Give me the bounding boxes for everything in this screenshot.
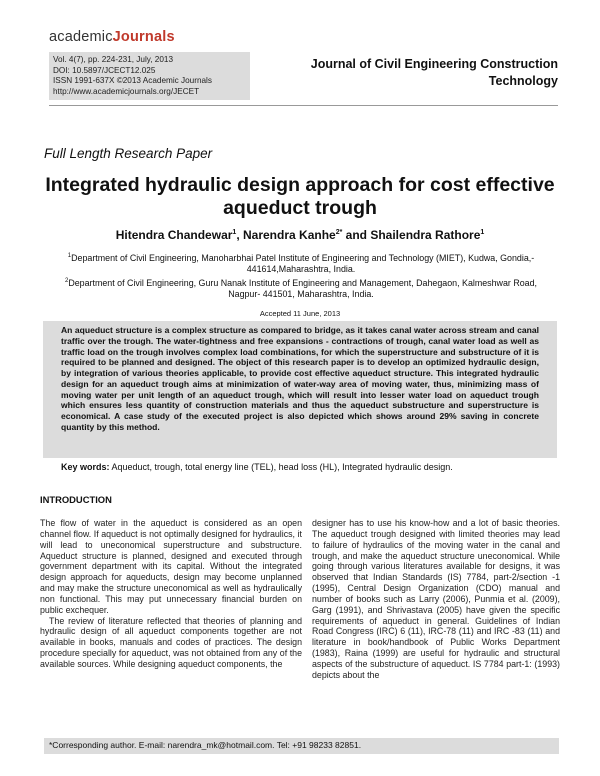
paper-title <box>40 174 560 220</box>
author-separator: and <box>342 228 371 242</box>
affiliation-1 <box>40 251 562 276</box>
meta-issn: ISSN 1991-637X ©2013 Academic Journals <box>53 76 212 86</box>
author-separator: , <box>236 228 243 242</box>
keywords <box>61 462 453 472</box>
body-column-left <box>40 518 302 670</box>
title-line2: aqueduct trough <box>223 197 377 219</box>
publication-metadata <box>49 52 250 100</box>
accepted-date: Accepted 11 June, 2013 <box>259 309 341 318</box>
affil-mark: 1 <box>67 253 72 259</box>
author-name: Narendra Kanhe <box>243 228 336 242</box>
author-affil-mark: 2* <box>335 229 343 236</box>
journal-name <box>268 56 558 90</box>
corresponding-author-footnote: *Corresponding author. E-mail: narendra_mk@hotmail.com. Tel: +91 98233 82851. <box>44 738 559 754</box>
affil-line: Nagpur- 441501, Maharashtra, India. <box>228 289 374 300</box>
keywords-list: Aqueduct, trough, total energy line (TEL), head loss (HL), Integrated hydraulic design. <box>109 462 453 472</box>
author-affil-mark: 1 <box>480 229 485 236</box>
author-affil-mark: 1 <box>232 229 237 236</box>
publisher-logo <box>49 29 175 45</box>
brand-suffix: Journals <box>112 29 175 45</box>
brand-prefix: academic <box>49 29 113 45</box>
meta-url[interactable]: http://www.academicjournals.org/JECET <box>53 86 200 96</box>
author-name: Hitendra Chandewar <box>115 228 233 242</box>
affiliation-2 <box>40 276 562 301</box>
affil-mark: 2 <box>64 278 69 284</box>
paragraph: designer has to use his know-how and a lot of basic theories. The aqueduct trough designed with limited theories may lead to failure of hydraulics of the moving water in the canal and trough, and make the aqueduct structure uneconomical. While going through various literatures available for designs, it was observed that Indian Standards (IS) 7784, part-2/section -1 (1995), Central Design Organization (CDO) manual and number of books such as Larry (2006), Punmia et al. (2009), Garg (1991), and Shrivastava (2005) have given the specific requirements of aqueduct in general. Guidelines of Indian Road Congress (IRC) 6 (11), IRC-78 (11) and IRC -83 (11) and literature in book/handbook of Public Works Department (1983), Raina (1999) are useful for hydraulic and structural aspects of the substructure of aqueduct. IS 7784 part-1: (1993) depicts about the <box>312 518 560 680</box>
affil-line: Department of Civil Engineering, Guru Nanak Institute of Engineering and Management, Dahegaon, Kalmeshwar Road, <box>68 277 538 288</box>
meta-doi: DOI: 10.5897/JCECT12.025 <box>53 65 156 75</box>
section-heading: INTRODUCTION <box>40 494 112 505</box>
author-name: Shailendra Rathore <box>370 228 481 242</box>
paragraph: The flow of water in the aqueduct is considered as an open channel flow. If aqueduct is not optimally designed for hydraulics, it will lead to uneconomical superstructure and substructure. Aqueduct structure is planned, designed and executed through government department with its capital. Without the integrated design approach for aqueducts, design may become unplanned and may make the structure uneconomical as well as hydraulically non functional. This may put unnecessary financial burden on public exchequer. <box>40 518 302 615</box>
abstract: An aqueduct structure is a complex structure as compared to bridge, as it takes canal water across stream and canal traffic over the trough. The water-tightness and free expansions - contractions of trough, canal water load as well as traffic load on the trough involves complex load combinations, for which the superstructure and substructure of it is required to be planned and designed. The object of this research paper is to develop an optimized hydraulic design, by integration of various theories applicable, to provide cost effective aqueduct structure. This integrated hydraulic design for an aqueduct trough aims at minimization of water-way area of moving water, thus, minimizing mass of moving water per unit length of an aqueduct trough, which will result into lesser water load on aqueduct trough which ensures less quantity of construction materials and thus the aqueduct substructure and superstructure is economical. A case study of the executed project is also depicted which shows around 29% saving in concrete quantity by this method. <box>43 321 557 458</box>
affil-line: Department of Civil Engineering, Manoharbhai Patel Institute of Engineering and Technology (MIET), Kudwa, Gondia,- <box>71 252 535 263</box>
journal-name-line2: Technology <box>488 74 558 88</box>
title-line1: Integrated hydraulic design approach for cost effective <box>45 174 555 196</box>
keywords-label: Key words: <box>61 462 110 472</box>
journal-name-line1: Journal of Civil Engineering Construction <box>310 57 558 71</box>
header-divider <box>49 105 558 106</box>
paper-type: Full Length Research Paper <box>44 146 213 161</box>
affil-line: 441614,Maharashtra, India. <box>246 264 356 275</box>
body-column-right <box>312 518 560 681</box>
meta-volume: Vol. 4(7), pp. 224-231, July, 2013 <box>53 55 174 64</box>
author-list <box>0 228 600 242</box>
paragraph: The review of literature reflected that theories of planning and hydraulic design of all aqueduct components together are not available in books, manuals and codes of practices. The design procedure specially for aqueduct, was not obtained from any of the available sources. While designing aqueduct components, the <box>40 615 302 669</box>
